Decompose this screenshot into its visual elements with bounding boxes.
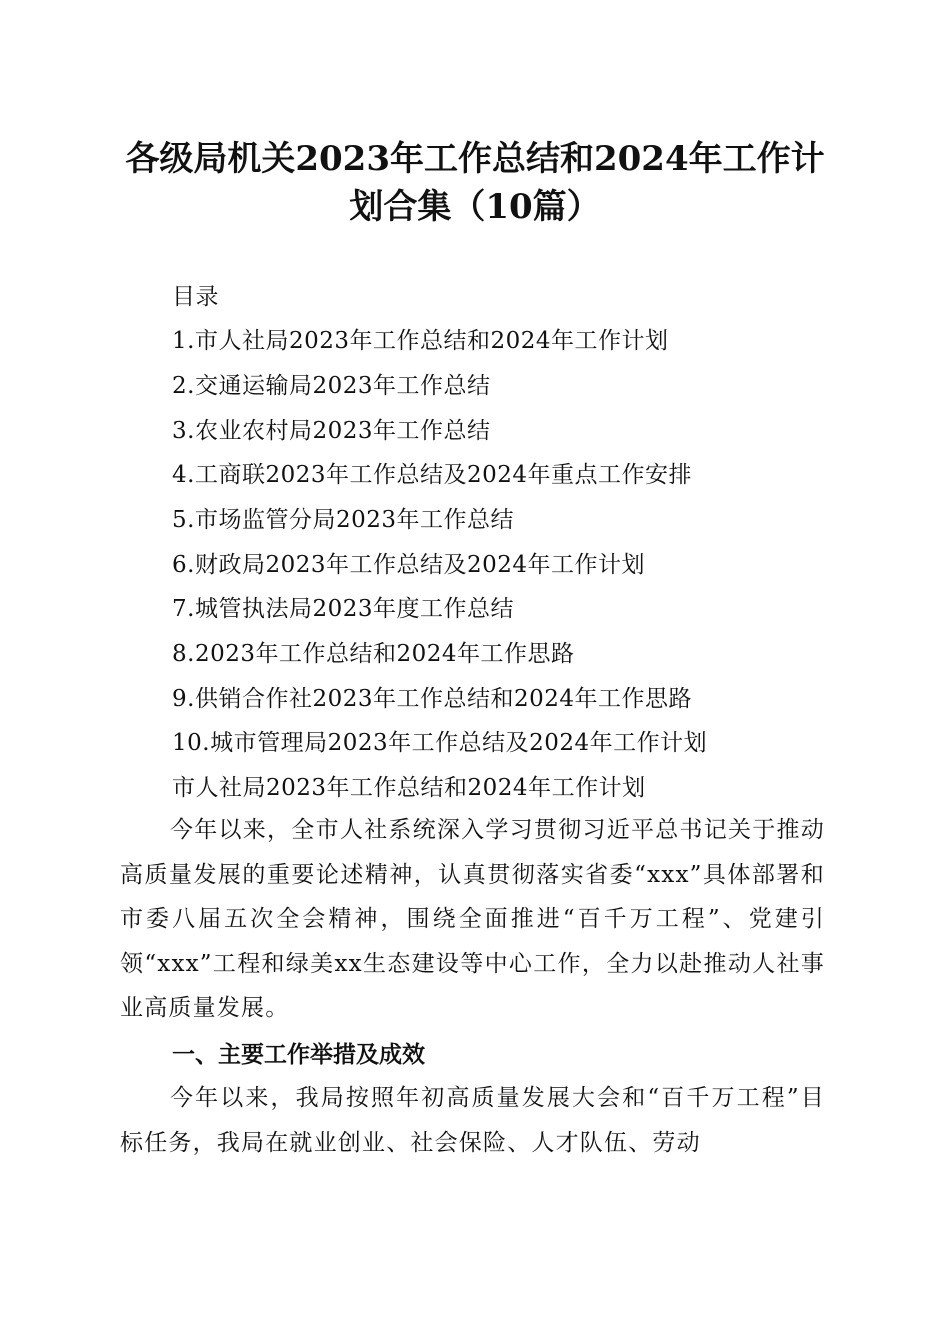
toc-item: 5.市场监管分局2023年工作总结 — [172, 507, 514, 533]
body-paragraph-2: 今年以来，我局按照年初高质量发展大会和“百千万工程”目标任务，我局在就业创业、社会保险、人才队伍、劳动 — [120, 1085, 825, 1156]
toc-item: 10.城市管理局2023年工作总结及2024年工作计划 — [172, 730, 708, 756]
toc-item: 6.财政局2023年工作总结及2024年工作计划 — [172, 552, 646, 578]
toc-heading: 目录 — [172, 284, 219, 310]
toc-item: 3.农业农村局2023年工作总结 — [172, 418, 491, 444]
toc-item: 8.2023年工作总结和2024年工作思路 — [172, 641, 575, 667]
document-title-line-2: 划合集（10篇） — [349, 187, 601, 227]
toc-item: 7.城管执法局2023年度工作总结 — [172, 596, 514, 622]
toc-item: 9.供销合作社2023年工作总结和2024年工作思路 — [172, 686, 693, 712]
toc-item: 4.工商联2023年工作总结及2024年重点工作安排 — [172, 462, 693, 488]
section-title: 市人社局2023年工作总结和2024年工作计划 — [172, 775, 646, 801]
document-title-line-1: 各级局机关2023年工作总结和2024年工作计 — [125, 139, 825, 179]
section-heading-1: 一、主要工作举措及成效 — [172, 1042, 425, 1068]
toc-item: 1.市人社局2023年工作总结和2024年工作计划 — [172, 328, 669, 354]
body-paragraph-1: 今年以来，全市人社系统深入学习贯彻习近平总书记关于推动高质量发展的重要论述精神，认真贯彻落实省委“xxx”具体部署和市委八届五次全会精神，围绕全面推进“百千万工程”、党建引领“xxx”工程和绿美xx生态建设等中心工作，全力以赴推动人社事业高质量发展。 — [120, 817, 825, 1022]
toc-item: 2.交通运输局2023年工作总结 — [172, 373, 491, 399]
